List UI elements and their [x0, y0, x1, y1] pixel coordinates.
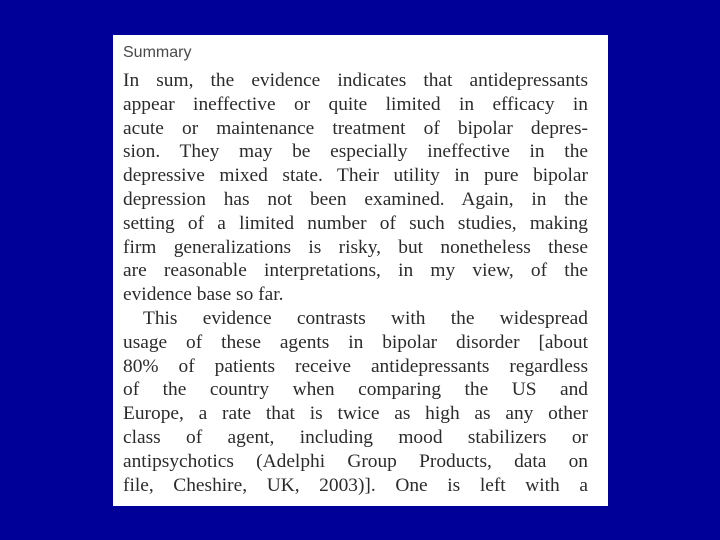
text-line: setting of a limited number of such studies, making — [123, 212, 588, 234]
text-line: In sum, the evidence indicates that antidepressants — [123, 70, 588, 91]
text-line: class of agent, including mood stabilizers or — [123, 426, 588, 448]
text-line: depression has not been examined. Again, in the — [123, 188, 588, 210]
text-line: are reasonable interpretations, in my view, of the — [123, 260, 588, 282]
text-line: This evidence contrasts with the widespread — [143, 307, 588, 329]
paragraph-2 — [123, 307, 588, 497]
text-line: appear ineffective or quite limited in efficacy in — [123, 93, 588, 115]
text-line: usage of these agents in bipolar disorder [about — [123, 331, 588, 353]
text-line: Europe, a rate that is twice as high as any other — [123, 403, 588, 425]
text-line: 80% of patients receive antidepressants regardless — [123, 355, 588, 377]
text-line: sion. They may be especially ineffective in the — [123, 141, 588, 163]
text-line: of the country when comparing the US and — [123, 379, 588, 401]
text-line: evidence base so far. — [123, 284, 284, 306]
text-line: antipsychotics (Adelphi Group Products, data on — [123, 450, 588, 472]
text-line: file, Cheshire, UK, 2003)]. One is left with a — [123, 474, 588, 496]
text-line: firm generalizations is risky, but nonetheless these — [123, 236, 588, 258]
paragraph-1 — [123, 69, 588, 307]
summary-heading: Summary — [123, 44, 192, 61]
text-line: depressive mixed state. Their utility in pure bipolar — [123, 165, 588, 187]
text-line: acute or maintenance treatment of bipolar depres- — [123, 117, 588, 139]
text-excerpt — [113, 35, 608, 506]
